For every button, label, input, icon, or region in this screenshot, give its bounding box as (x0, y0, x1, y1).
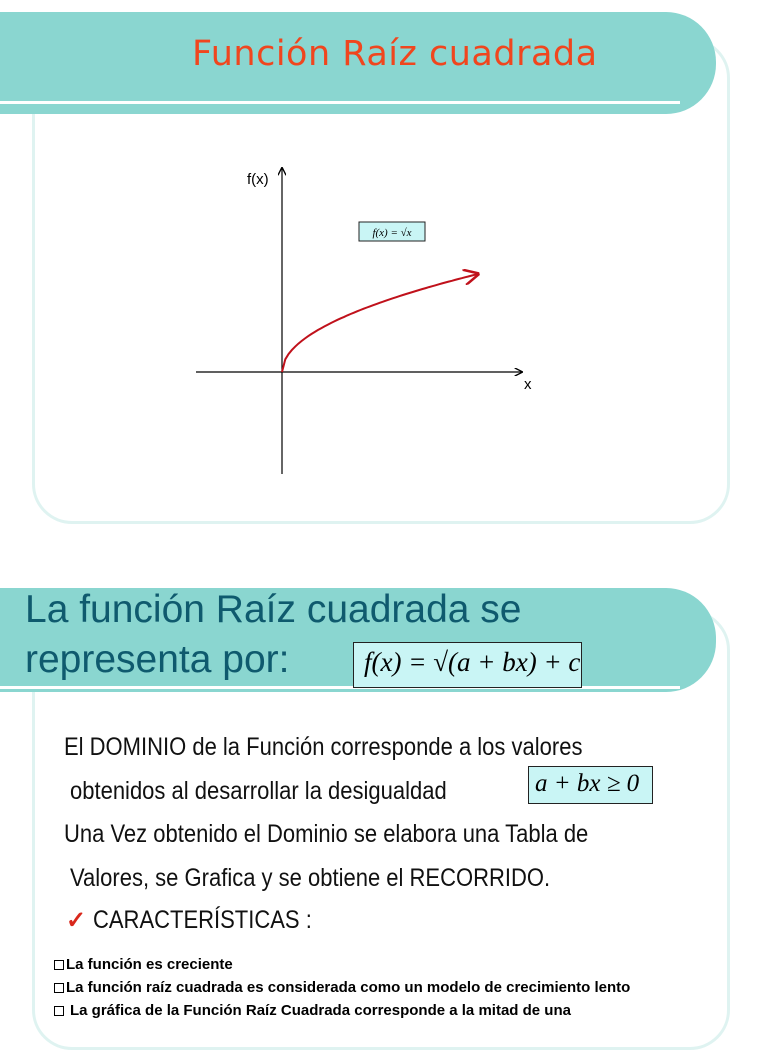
tabla-line1: Una Vez obtenido el Dominio se elabora una Tabla de (64, 820, 589, 848)
x-axis-label: x (524, 376, 532, 393)
inequality-box: a + bx ≥ 0 (528, 766, 653, 804)
slide1-title: Función Raíz cuadrada (192, 34, 598, 74)
bullet-item: La función es creciente (54, 956, 233, 973)
tabla-line2: Valores, se Grafica y se obtiene el RECORRIDO. (70, 864, 551, 892)
sqrt-curve (282, 274, 478, 372)
dominio-line2: obtenidos al desarrollar la desigualdad (70, 777, 447, 805)
dominio-line1: El DOMINIO de la Función corresponde a los valores (64, 733, 583, 761)
general-formula-box: f(x) = √(a + bx) + c (353, 642, 582, 688)
formula-label: f(x) = √x (372, 227, 412, 239)
checkbox-bullet-icon (54, 983, 64, 993)
checkbox-bullet-icon (54, 1006, 64, 1016)
slide2-title-line2: representa por: (25, 638, 290, 681)
slide2-title-line1: La función Raíz cuadrada se (25, 588, 522, 631)
bullet-item: La gráfica de la Función Raíz Cuadrada corresponde a la mitad de una (54, 1002, 571, 1019)
checkmark-icon: ✓ (66, 907, 87, 934)
bullet-item: La función raíz cuadrada es considerada como un modelo de crecimiento lento (54, 979, 630, 996)
y-axis-label: f(x) (247, 171, 269, 188)
caracteristicas-heading: CARACTERÍSTICAS : (93, 906, 312, 934)
checkbox-bullet-icon (54, 960, 64, 970)
